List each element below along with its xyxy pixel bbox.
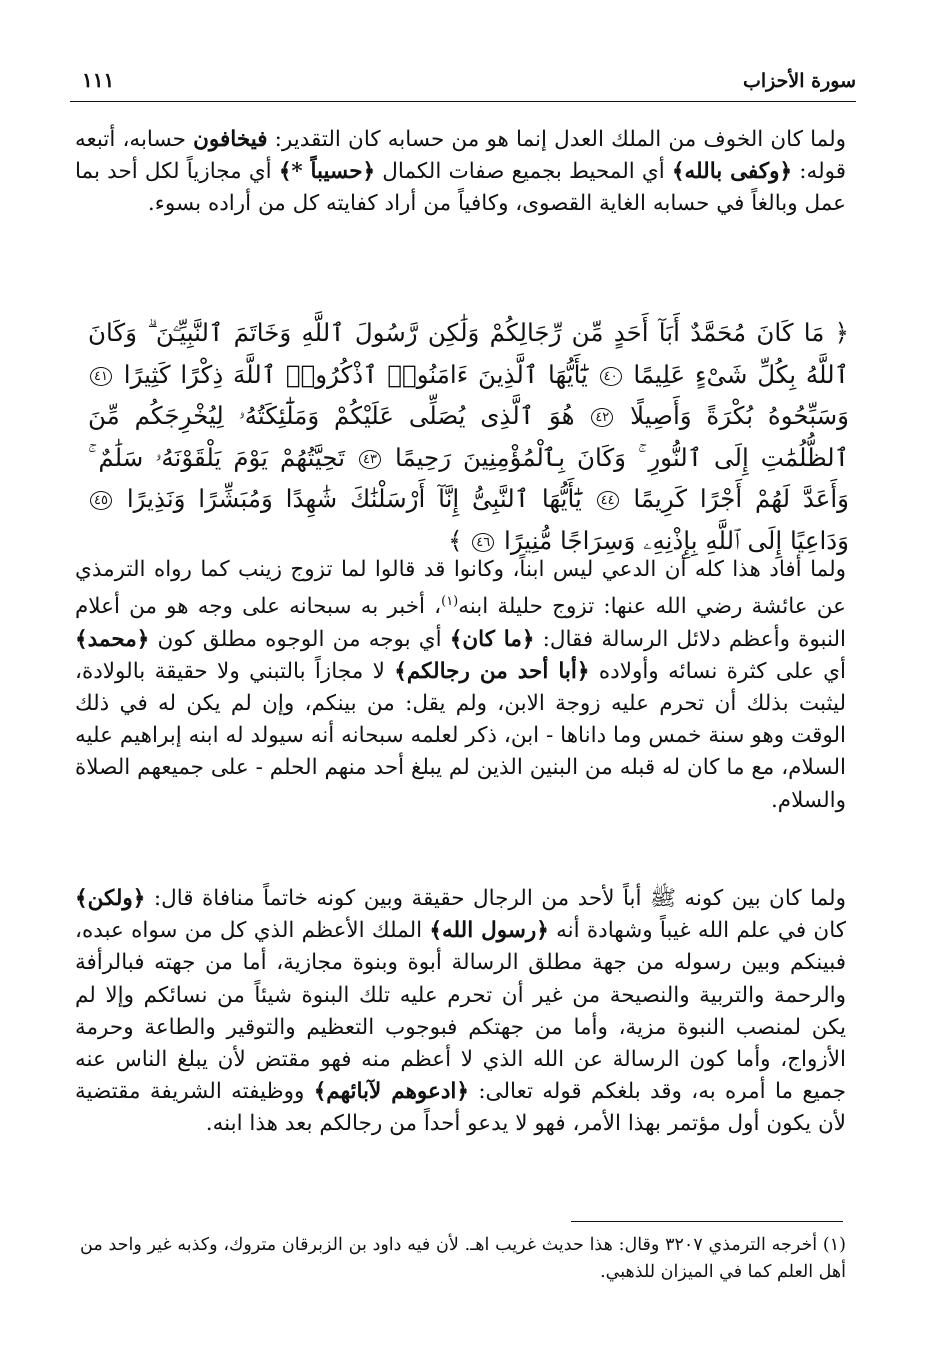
ayah-number-46: ٤٦ (472, 533, 494, 552)
p3-text-4: ووظيفته الشريفة مقتضية لأن يكون أول مؤتمر بهذا الأمر، فهو لا يدعو أحداً من رجالكم بعد هذا ابنه. (75, 1079, 846, 1137)
footnote-divider (571, 1221, 843, 1222)
footnote-reference: (١) (441, 594, 459, 610)
p3-quote-1: ﴿ولكن﴾ (75, 886, 146, 911)
ayah-number-42: ٤٢ (591, 408, 613, 427)
footnote: (١) أخرجه الترمذي ٣٢٠٧ وقال: هذا حديث غريب اهـ. لأن فيه داود بن الزبرقان متروك، وكذبه غير واحد من أهل العلم كما في الميزان للذهبي. (80, 1235, 846, 1282)
p2-text-5: لا مجازاً بالتبني ولا حقيقة بالولادة، ليثبت بذلك أن تحرم عليه زوجة الابن، ولم يقل: من بينكم، وإن لم يكن له في ذلك الوقت وهو سنة خمس وما داناها - ابن، ذكر لعلمه سبحانه أنه سيولد له ابنه إبراهيم عليه السلام، مع ما كان له قبله من البنين الذين لم يبلغ أحد منهم الحلم - على جميعهم الصلاة والسلام. (75, 658, 846, 813)
ayah-number-45: ٤٥ (90, 491, 112, 510)
p1-text-3: أي المحيط بجميع صفات الكمال (375, 159, 672, 185)
ayah-number-40: ٤٠ (600, 367, 622, 386)
commentary-paragraph-1 (75, 124, 846, 221)
p3-text-3: الملك الأعظم الذي كل من سواه عبده، فبينكم وبين رسوله من جهة مطلق الرسالة أبوة وبنوة مجازية، أما من جهته فبالرأفة والرحمة والتربية والنصيحة من غير أن تحرم عليه تلك البنوة شيئاً من نسائكم وإلا لم يكن لمنصب النبوة مزية، وأما من جهتكم فبوجوب التعظيم والتوقير والطاعة وحرمة الأزواج، وأما كون الرسالة عن الله الذي لا أعظم منه فهو مقتض لأن يبلغ الناس عنه جميع ما أمره به، وقد بلغكم قوله تعالى: (75, 918, 846, 1105)
p2-quote-3: ﴿أبا أحد من رجالكم﴾ (394, 658, 590, 684)
p2-text-4: أي على كثرة نسائه وأولاده (589, 658, 846, 684)
p1-bold-1: فيخافون (193, 127, 268, 152)
verse-46-text: وَدَاعِيًا إِلَى ٱللَّهِ بِإِذْنِهِۦ وَسِرَاجًا مُّنِيرًا (504, 525, 849, 555)
p2-text-2: ، أخبر به سبحانه على وجه هو من أعلام النبوة وأعظم دلائل الرسالة فقال: (75, 594, 847, 652)
p1-text-1: ولما كان الخوف من الملك العدل إنما هو من حسابه كان التقدير: (267, 127, 847, 152)
ayah-number-44: ٤٤ (597, 491, 619, 510)
ayah-number-41: ٤١ (90, 367, 112, 386)
verse-40-text: ﴿ مَا كَانَ مُحَمَّدٌ أَبَآ أَحَدٍ مِّن رِّجَالِكُمْ وَلَٰكِن رَّسُولَ ٱللَّهِ وَخَاتَمَ ٱلنَّبِيِّـۧنَ ۗ وَكَانَ ٱللَّهُ بِكُلِّ شَىْءٍ عَلِيمًا (88, 318, 849, 389)
verse-41-text: يَٰٓأَيُّهَا ٱلَّذِينَ ءَامَنُوا۟ ٱذْكُرُوا۟ ٱللَّهَ ذِكْرًا كَثِيرًا (123, 359, 588, 389)
verse-43-text: هُوَ ٱلَّذِى يُصَلِّى عَلَيْكُمْ وَمَلَٰٓئِكَتُهُۥ لِيُخْرِجَكُم مِّنَ ٱلظُّلُمَٰتِ إِلَى ٱلنُّورِ ۚ وَكَانَ بِٱلْمُؤْمِنِينَ رَحِيمًا (88, 401, 850, 472)
quran-closing-bracket: ﴾ (448, 525, 463, 555)
quran-verses-block (88, 312, 849, 561)
p1-text-4: أي مجازياً لكل أحد بما عمل وبالغاً في حسابه الغاية القصوى، وكافياً من أراد كفايته كل من أراده بسوء. (75, 159, 846, 217)
page-number: ١١١ (82, 68, 115, 92)
commentary-paragraph-2 (75, 554, 846, 817)
p3-text-2: كان في علم الله غيباً وشهادة أنه (548, 918, 846, 944)
p1-text-2: حسابه، أتبعه قوله: (75, 127, 847, 185)
p1-quote-2: ﴿حسيباً *﴾ (278, 159, 376, 185)
p2-quote-2: ﴿محمد﴾ (75, 626, 150, 652)
page-header (70, 62, 856, 98)
surah-title: سورة الأحزاب (743, 70, 856, 92)
header-divider (70, 101, 856, 102)
commentary-paragraph-3 (75, 883, 846, 1141)
verse-45-text: يَٰٓأَيُّهَا ٱلنَّبِىُّ إِنَّآ أَرْسَلْنَٰكَ شَٰهِدًا وَمُبَشِّرًا وَنَذِيرًا (126, 484, 582, 513)
p3-text-1: ولما كان بين كونه ﷺ أباً لأحد من الرجال حقيقة وبين كونه خاتماً منافاة قال: (145, 886, 846, 911)
verse-42-text: وَسَبِّحُوهُ بُكْرَةً وَأَصِيلًا (630, 401, 849, 430)
p2-text-3: أي بوجه من الوجوه مطلق كون (149, 626, 450, 652)
p2-quote-1: ﴿ما كان﴾ (449, 626, 535, 652)
p2-text-1: ولما أفاد هذا كله أن الدعي ليس ابناً، وكانوا قد قالوا لما تزوج زينب كما رواه الترمذي عن عائشة رضي الله عنها: تزوج حليلة ابنه (75, 557, 846, 620)
p3-quote-3: ﴿ادعوهم لآبائهم﴾ (313, 1079, 469, 1105)
p1-quote-1: ﴿وكفى بالله﴾ (671, 159, 793, 185)
ayah-number-43: ٤٣ (359, 450, 381, 469)
p3-quote-2: ﴿رسول الله﴾ (429, 918, 549, 944)
verse-44-text: تَحِيَّتُهُمْ يَوْمَ يَلْقَوْنَهُۥ سَلَٰمٌ ۚ وَأَعَدَّ لَهُمْ أَجْرًا كَرِيمًا (88, 442, 850, 513)
